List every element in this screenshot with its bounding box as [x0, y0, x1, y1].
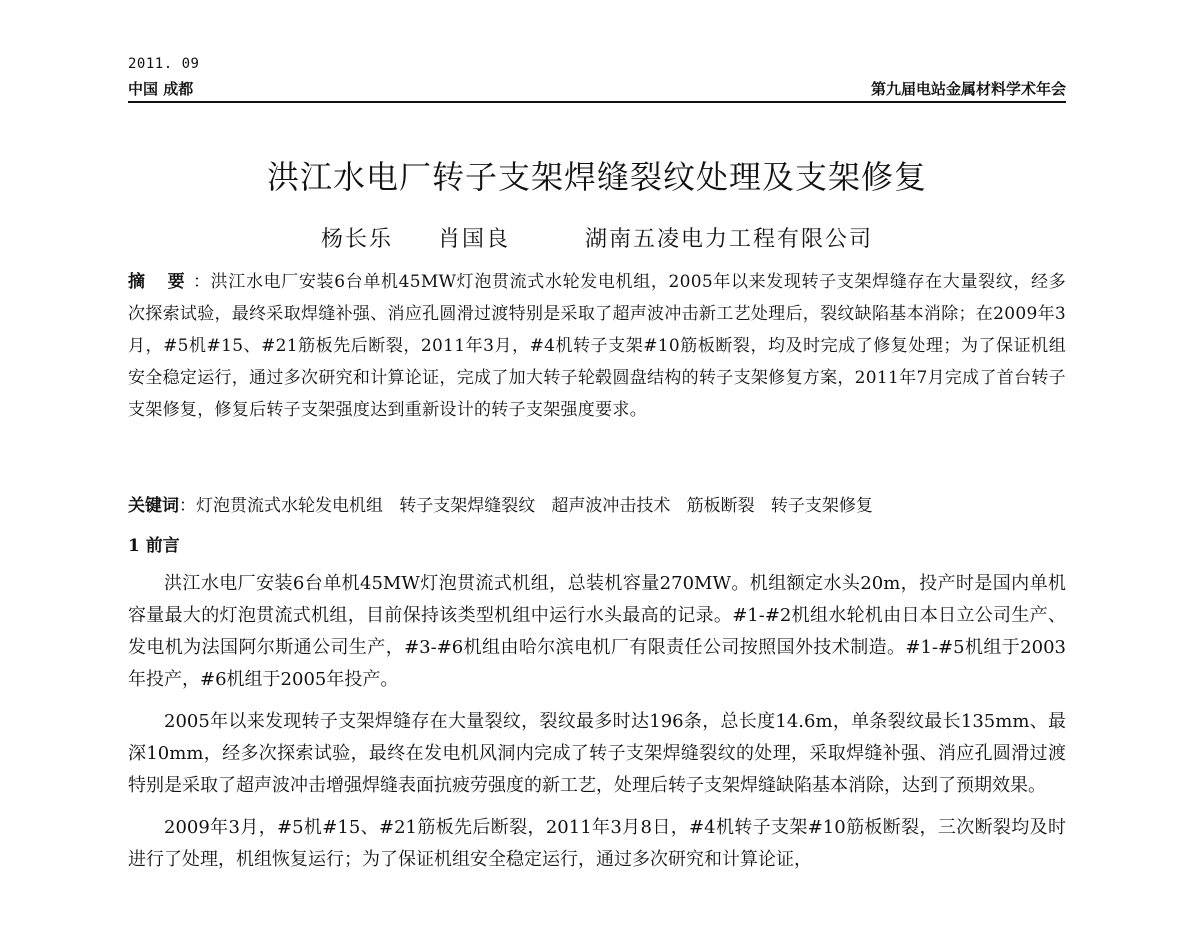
body-paragraph: 2009年3月，#5机#15、#21筋板先后断裂，2011年3月8日，#4机转子支架#10筋板断裂，三次断裂均及时进行了处理，机组恢复运行；为了保证机组安全稳定运行，通过多次研究和计算论证，	[128, 817, 1066, 870]
section-body	[128, 568, 1066, 886]
body-paragraph: 洪江水电厂安装6台单机45MW灯泡贯流式机组，总装机容量270MW。机组额定水头20m，投产时是国内单机容量最大的灯泡贯流式机组，目前保持该类型机组中运行水头最高的记录。#1-#2机组水轮机由日本日立公司生产、发电机为法国阿尔斯通公司生产，#3-#6机组由哈尔滨电机厂有限责任公司按照国外技术制造。#1-#5机组于2003年投产，#6机组于2005年投产。	[128, 573, 1066, 690]
keywords-label: 关键词	[128, 496, 179, 516]
header-conference: 第九届电站金属材料学术年会	[870, 80, 1066, 98]
section-heading: 1 前言	[128, 536, 180, 556]
keywords-colon: ：	[179, 496, 196, 516]
header-place: 中国 成都	[128, 80, 194, 98]
abstract	[128, 266, 1066, 426]
abstract-text: 洪江水电厂安装6台单机45MW灯泡贯流式水轮发电机组，2005年以来发现转子支架焊缝存在大量裂纹，经多次探索试验，最终采取焊缝补强、消应孔圆滑过渡特别是采取了超声波冲击新工艺处理后，裂纹缺陷基本消除；在2009年3月，#5机#15、#21筋板先后断裂，2011年3月，#4机转子支架#10筋板断裂，均及时完成了修复处理；为了保证机组安全稳定运行，通过多次研究和计算论证，完成了加大转子轮毂圆盘结构的转子支架修复方案，2011年7月完成了首台转子支架修复，修复后转子支架强度达到重新设计的转子支架强度要求。	[128, 272, 1066, 420]
paper-page	[128, 0, 1066, 952]
page-header	[128, 50, 1066, 104]
keywords	[128, 490, 1066, 522]
body-paragraph: 2005年以来发现转子支架焊缝存在大量裂纹，裂纹最多时达196条，总长度14.6m，单条裂纹最长135mm、最深10mm，经多次探索试验，最终在发电机风洞内完成了转子支架焊缝裂纹的处理，采取焊缝补强、消应孔圆滑过渡特别是采取了超声波冲击增强焊缝表面抗疲劳强度的新工艺，处理后转子支架焊缝缺陷基本消除，达到了预期效果。	[128, 711, 1066, 796]
header-date: 2011. 09	[128, 56, 200, 72]
paper-authors: 杨长乐 肖国良 湖南五凌电力工程有限公司	[321, 227, 873, 252]
keywords-text: 灯泡贯流式水轮发电机组 转子支架焊缝裂纹 超声波冲击技术 筋板断裂 转子支架修复	[196, 496, 873, 516]
abstract-colon: ：	[192, 272, 211, 292]
abstract-label: 摘 要	[128, 272, 193, 292]
paper-title: 洪江水电厂转子支架焊缝裂纹处理及支架修复	[266, 158, 927, 196]
header-rule	[128, 101, 1066, 103]
